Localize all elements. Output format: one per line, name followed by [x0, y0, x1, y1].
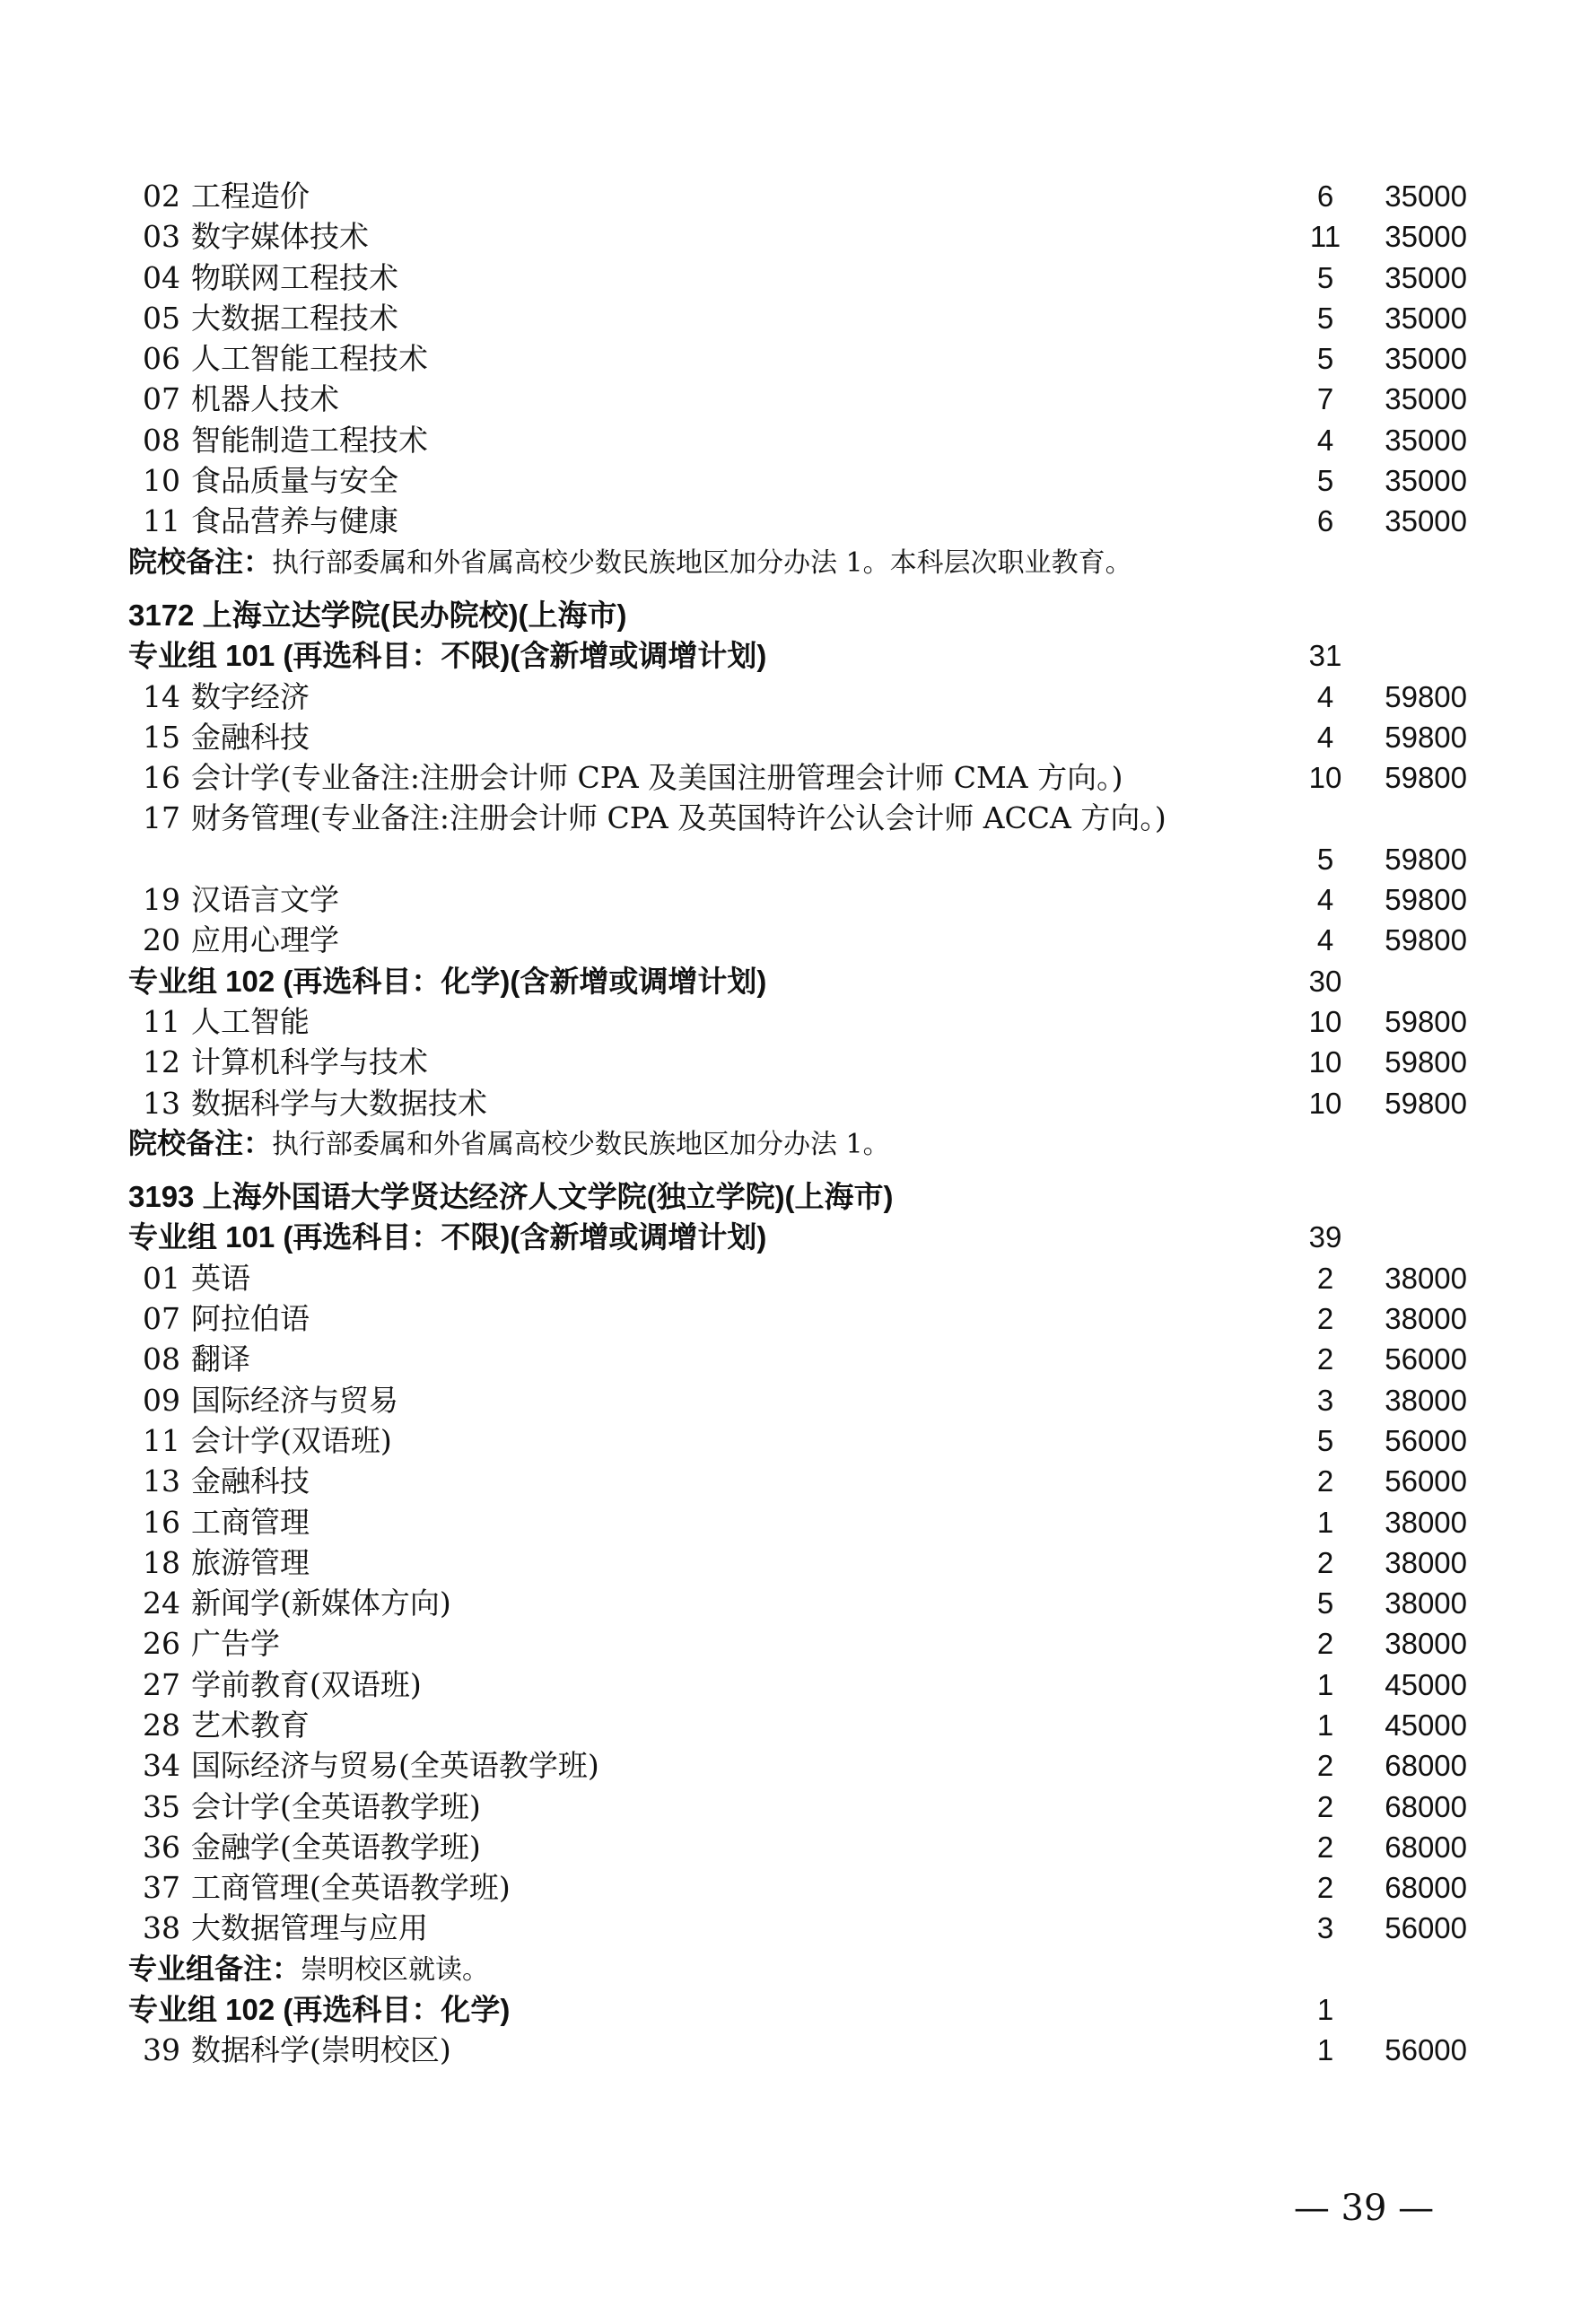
tuition-fee: 38000	[1385, 1586, 1467, 1621]
plan-count: 2	[1316, 1789, 1334, 1823]
tuition-fee: 38000	[1385, 1505, 1467, 1539]
major-row	[128, 298, 1465, 338]
major-name: 食品质量与安全	[191, 463, 398, 499]
plan-count: 10	[1308, 761, 1342, 795]
major-name: 工程造价	[191, 179, 310, 214]
major-code: 08	[143, 1341, 180, 1377]
tuition-fee: 35000	[1385, 464, 1467, 498]
tuition-fee: 35000	[1385, 423, 1467, 457]
major-code: 11	[143, 1003, 180, 1039]
plan-count: 10	[1308, 1004, 1342, 1038]
major-code: 34	[143, 1748, 180, 1784]
major-row	[128, 757, 1465, 798]
major-row	[128, 1339, 1465, 1379]
major-row	[128, 879, 1465, 920]
major-code: 17	[143, 800, 180, 836]
plan-count: 4	[1316, 423, 1334, 457]
group-heading	[128, 1217, 1465, 1257]
major-name: 大数据工程技术	[191, 300, 398, 336]
remark-label: 专业组备注：	[128, 1952, 301, 1985]
major-name: 数字经济	[191, 678, 310, 714]
major-name: 新闻学(新媒体方向)	[191, 1586, 451, 1621]
tuition-fee: 56000	[1385, 1342, 1467, 1376]
major-name: 食品营养与健康	[191, 503, 398, 539]
major-row	[128, 1623, 1465, 1664]
major-code: 19	[143, 882, 180, 918]
plan-count: 2	[1316, 1871, 1334, 1905]
tuition-fee: 35000	[1385, 382, 1467, 416]
tuition-fee: 38000	[1385, 1261, 1467, 1295]
major-name: 人工智能	[191, 1003, 310, 1039]
plan-count: 4	[1316, 720, 1334, 754]
major-name: 工商管理	[191, 1504, 310, 1540]
major-code: 39	[143, 2032, 180, 2068]
remark-text: 执行部委属和外省属高校少数民族地区加分办法 1。本科层次职业教育。	[272, 546, 1132, 579]
major-code: 24	[143, 1586, 180, 1621]
major-code: 20	[143, 922, 180, 958]
major-code: 16	[143, 1504, 180, 1540]
plan-count: 5	[1316, 301, 1334, 335]
plan-count: 2	[1316, 1261, 1334, 1295]
plan-count: 2	[1316, 1464, 1334, 1498]
group-name: 专业组 101 (再选科目：不限)(含新增或调增计划)	[128, 1220, 767, 1254]
major-row	[128, 1258, 1465, 1298]
plan-count: 1	[1316, 1667, 1334, 1701]
section-gap	[128, 1164, 1465, 1176]
major-row	[128, 798, 1465, 838]
major-code: 14	[143, 678, 180, 714]
major-row	[128, 501, 1465, 541]
tuition-fee: 59800	[1385, 720, 1467, 754]
plan-count: 6	[1316, 504, 1334, 538]
tuition-fee: 38000	[1385, 1383, 1467, 1417]
tuition-fee: 56000	[1385, 1911, 1467, 1945]
plan-count: 2	[1316, 1627, 1334, 1661]
group-plan-count: 1	[1316, 1993, 1334, 2027]
major-row	[128, 1745, 1465, 1786]
plan-count: 1	[1316, 2033, 1334, 2067]
major-code: 12	[143, 1044, 180, 1080]
group-plan-count: 39	[1308, 1220, 1342, 1254]
major-name: 金融科技	[191, 719, 310, 755]
major-code: 27	[143, 1666, 180, 1702]
major-code: 28	[143, 1707, 180, 1743]
major-row	[128, 1502, 1465, 1542]
tuition-fee: 68000	[1385, 1749, 1467, 1783]
major-code: 03	[143, 219, 180, 255]
major-code: 07	[143, 1301, 180, 1337]
major-code: 36	[143, 1829, 180, 1865]
major-code: 05	[143, 300, 180, 336]
tuition-fee: 59800	[1385, 679, 1467, 713]
major-row	[128, 1827, 1465, 1867]
group-name: 专业组 102 (再选科目：化学)	[128, 1993, 511, 2027]
major-name: 人工智能工程技术	[191, 341, 428, 377]
major-code: 06	[143, 341, 180, 377]
major-code: 09	[143, 1382, 180, 1418]
major-code: 13	[143, 1463, 180, 1499]
major-code: 13	[143, 1085, 180, 1121]
major-name: 财务管理(专业备注:注册会计师 CPA 及英国特许公认会计师 ACCA 方向。)	[191, 800, 1166, 836]
major-name: 国际经济与贸易(全英语教学班)	[191, 1748, 599, 1784]
major-row	[128, 2030, 1465, 2070]
major-name: 计算机科学与技术	[191, 1044, 428, 1080]
major-row	[128, 717, 1465, 757]
major-name: 会计学(全英语教学班)	[191, 1788, 481, 1824]
remark-label: 院校备注：	[128, 1126, 273, 1159]
major-name: 国际经济与贸易	[191, 1382, 398, 1418]
remark-label: 院校备注：	[128, 545, 273, 578]
major-name: 智能制造工程技术	[191, 422, 428, 458]
remark-row	[128, 1123, 1465, 1164]
school-heading	[128, 1176, 1465, 1217]
plan-count: 11	[1309, 220, 1341, 254]
group-name: 专业组 102 (再选科目：化学)(含新增或调增计划)	[128, 964, 767, 998]
major-code: 16	[143, 760, 180, 796]
plan-count: 10	[1308, 1045, 1342, 1079]
major-name: 机器人技术	[191, 381, 339, 417]
major-row	[128, 1542, 1465, 1583]
major-name: 阿拉伯语	[191, 1301, 310, 1337]
major-row	[128, 839, 1465, 879]
school-name: 3172 上海立达学院(民办院校)(上海市)	[128, 598, 627, 632]
tuition-fee: 59800	[1385, 761, 1467, 795]
major-row	[128, 1787, 1465, 1827]
plan-count: 5	[1316, 342, 1334, 376]
tuition-fee: 59800	[1385, 923, 1467, 957]
remark	[128, 1949, 489, 1990]
major-code: 01	[143, 1260, 180, 1296]
major-row	[128, 258, 1465, 298]
remark-text: 崇明校区就读。	[301, 1953, 490, 1986]
tuition-fee: 35000	[1385, 342, 1467, 376]
plan-count: 4	[1316, 679, 1334, 713]
school-heading	[128, 595, 1465, 635]
tuition-fee: 38000	[1385, 1545, 1467, 1579]
major-code: 38	[143, 1910, 180, 1946]
plan-count: 2	[1316, 1302, 1334, 1336]
tuition-fee: 56000	[1385, 2033, 1467, 2067]
plan-count: 2	[1316, 1545, 1334, 1579]
plan-count: 5	[1316, 1423, 1334, 1457]
tuition-fee: 68000	[1385, 1871, 1467, 1905]
tuition-fee: 35000	[1385, 504, 1467, 538]
tuition-fee: 59800	[1385, 842, 1467, 876]
plan-count: 1	[1316, 1505, 1334, 1539]
major-row	[128, 460, 1465, 501]
tuition-fee: 56000	[1385, 1464, 1467, 1498]
major-row	[128, 420, 1465, 460]
major-code: 02	[143, 179, 180, 214]
major-row	[128, 176, 1465, 216]
tuition-fee: 45000	[1385, 1667, 1467, 1701]
plan-count: 3	[1316, 1383, 1334, 1417]
plan-count: 2	[1316, 1830, 1334, 1864]
tuition-fee: 35000	[1385, 260, 1467, 294]
tuition-fee: 59800	[1385, 883, 1467, 917]
major-name: 大数据管理与应用	[191, 1910, 428, 1946]
group-name: 专业组 101 (再选科目：不限)(含新增或调增计划)	[128, 639, 767, 673]
tuition-fee: 56000	[1385, 1423, 1467, 1457]
school-name: 3193 上海外国语大学贤达经济人文学院(独立学院)(上海市)	[128, 1180, 894, 1214]
major-name: 学前教育(双语班)	[191, 1666, 422, 1702]
major-row	[128, 1083, 1465, 1123]
major-code: 11	[143, 503, 180, 539]
plan-count: 5	[1316, 1586, 1334, 1621]
major-code: 35	[143, 1788, 180, 1824]
major-name: 会计学(双语班)	[191, 1422, 392, 1458]
plan-count: 3	[1316, 1911, 1334, 1945]
group-heading	[128, 1989, 1465, 2030]
plan-count: 4	[1316, 923, 1334, 957]
major-code: 04	[143, 259, 180, 295]
major-row	[128, 1664, 1465, 1705]
tuition-fee: 45000	[1385, 1708, 1467, 1742]
major-name: 物联网工程技术	[191, 259, 398, 295]
major-code: 37	[143, 1870, 180, 1906]
major-code: 07	[143, 381, 180, 417]
remark-text: 执行部委属和外省属高校少数民族地区加分办法 1。	[272, 1128, 890, 1160]
major-row	[128, 216, 1465, 257]
major-row	[128, 920, 1465, 960]
major-row	[128, 677, 1465, 717]
group-heading	[128, 961, 1465, 1001]
page-number: — 39 —	[1293, 2188, 1435, 2229]
remark	[128, 542, 1132, 583]
major-code: 08	[143, 422, 180, 458]
major-name: 数字媒体技术	[191, 219, 369, 255]
major-name: 数据科学(崇明校区)	[191, 2032, 451, 2068]
major-name: 数据科学与大数据技术	[191, 1085, 487, 1121]
plan-count: 5	[1316, 260, 1334, 294]
plan-count: 1	[1316, 1708, 1334, 1742]
major-row	[128, 1420, 1465, 1461]
major-row	[128, 1867, 1465, 1908]
plan-count: 6	[1316, 179, 1334, 213]
tuition-fee: 38000	[1385, 1627, 1467, 1661]
plan-count: 4	[1316, 883, 1334, 917]
major-code: 11	[143, 1422, 180, 1458]
tuition-fee: 35000	[1385, 301, 1467, 335]
major-row	[128, 1001, 1465, 1042]
major-name: 应用心理学	[191, 922, 339, 958]
plan-count: 2	[1316, 1749, 1334, 1783]
major-name: 广告学	[191, 1626, 280, 1662]
document-body	[128, 176, 1465, 2071]
major-row	[128, 1380, 1465, 1420]
major-row	[128, 1705, 1465, 1745]
remark-row	[128, 542, 1465, 582]
major-name: 艺术教育	[191, 1707, 310, 1743]
tuition-fee: 38000	[1385, 1302, 1467, 1336]
section-gap	[128, 582, 1465, 595]
tuition-fee: 68000	[1385, 1789, 1467, 1823]
major-code: 18	[143, 1544, 180, 1580]
plan-count: 5	[1316, 464, 1334, 498]
tuition-fee: 59800	[1385, 1086, 1467, 1120]
plan-count: 2	[1316, 1342, 1334, 1376]
major-row	[128, 379, 1465, 419]
tuition-fee: 59800	[1385, 1004, 1467, 1038]
group-plan-count: 31	[1308, 639, 1342, 673]
major-code: 15	[143, 719, 180, 755]
major-code: 10	[143, 463, 180, 499]
major-row	[128, 1461, 1465, 1501]
major-name: 汉语言文学	[191, 882, 339, 918]
remark-row	[128, 1949, 1465, 1989]
tuition-fee: 68000	[1385, 1830, 1467, 1864]
major-row	[128, 1042, 1465, 1082]
major-name: 英语	[191, 1260, 250, 1296]
plan-count: 10	[1308, 1086, 1342, 1120]
major-row	[128, 1908, 1465, 1948]
tuition-fee: 59800	[1385, 1045, 1467, 1079]
major-name: 金融科技	[191, 1463, 310, 1499]
plan-count: 7	[1316, 382, 1334, 416]
tuition-fee: 35000	[1385, 220, 1467, 254]
plan-count: 5	[1316, 842, 1334, 876]
group-heading	[128, 635, 1465, 676]
major-name: 会计学(专业备注:注册会计师 CPA 及美国注册管理会计师 CMA 方向。)	[191, 760, 1123, 796]
remark	[128, 1123, 890, 1165]
tuition-fee: 35000	[1385, 179, 1467, 213]
major-row	[128, 1298, 1465, 1339]
major-name: 工商管理(全英语教学班)	[191, 1870, 511, 1906]
major-name: 翻译	[191, 1341, 250, 1377]
major-code: 26	[143, 1626, 180, 1662]
group-plan-count: 30	[1308, 964, 1342, 998]
major-name: 旅游管理	[191, 1544, 310, 1580]
major-row	[128, 338, 1465, 379]
major-row	[128, 1583, 1465, 1623]
major-name: 金融学(全英语教学班)	[191, 1829, 481, 1865]
